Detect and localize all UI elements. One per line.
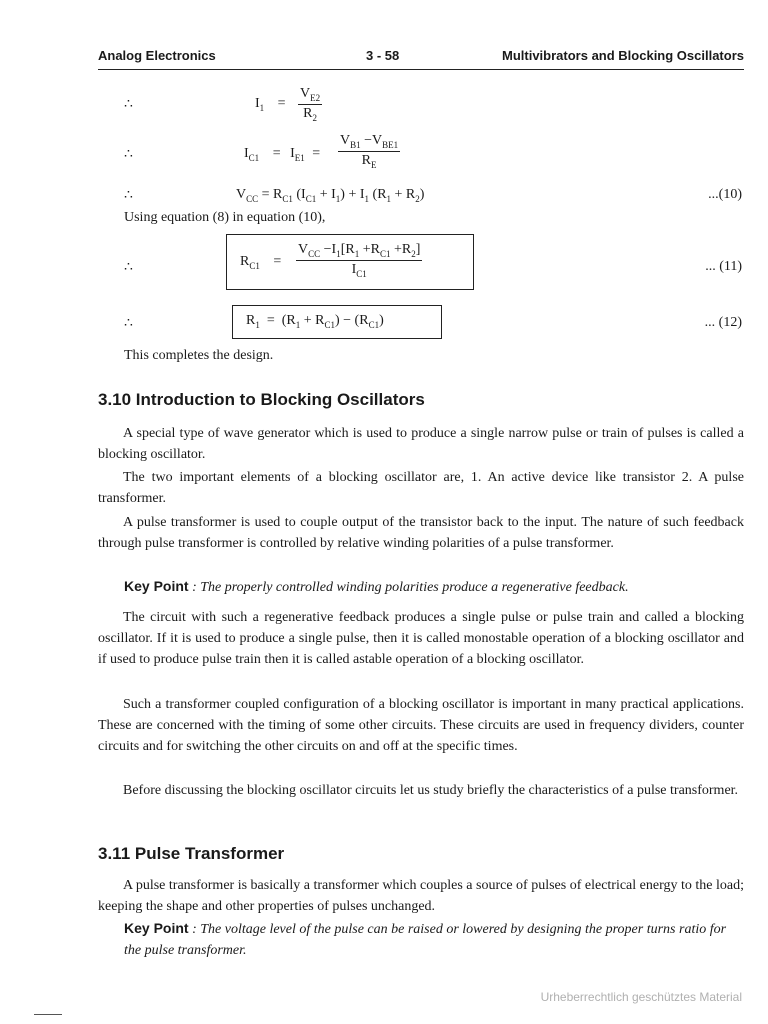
- section-heading-3-11: 3.11 Pulse Transformer: [98, 844, 285, 863]
- key-point-label: Key Point: [124, 578, 189, 594]
- paragraph: A pulse transformer is basically a transformer which couples a source of pulses of electrical energy to the load; keeping the shape and other properties of pulses unchanged.: [98, 878, 744, 914]
- paragraph: A pulse transformer is used to couple output of the transistor back to the input. The nature of such feedback through pulse transformer is controlled by relative winding polarities of a pulse transformer.: [98, 515, 744, 551]
- key-point: [124, 918, 744, 961]
- therefore-symbol: ∴: [124, 260, 133, 275]
- header-page-number: 3 - 58: [366, 48, 400, 63]
- therefore-symbol: ∴: [124, 97, 133, 112]
- paragraph: Such a transformer coupled configuration of a blocking oscillator is important in many practical applications. These are concerned with the timing of some other circuits. These circuits are used in frequency dividers, counter circuits and for switching the other circuits on and off at the specific times.: [98, 697, 744, 754]
- paragraph: The circuit with such a regenerative feedback produces a single pulse or pulse train and called a blocking oscillator. If it is used to produce a single pulse, then it is called monostable operation of a blocking oscillator and if used to produce pulse train then it is called astable operation of a blocking oscillator.: [98, 610, 744, 667]
- therefore-symbol: ∴: [124, 188, 133, 203]
- key-point-text: : The properly controlled winding polarities produce a regenerative feedback.: [188, 580, 629, 595]
- fraction-rc1: $V_{CC} -I_1[R_1 +R_{C1} +R_2]$ $I_{C1}$: [298, 242, 421, 279]
- running-header: [98, 48, 744, 68]
- equation-ic1: $I_{C1} = I_{E1}$ =: [244, 146, 321, 163]
- header-chapter-title: Multivibrators and Blocking Oscillators: [502, 48, 744, 63]
- using-equation-line: Using equation (8) in equation (10),: [124, 210, 326, 225]
- paragraph: The two important elements of a blocking oscillator are, 1. An active device like transistor 2. A pulse transformer.: [98, 470, 744, 506]
- equation-vcc: $V_{CC} = R_{C1}$ $(I_{C1} + I_1) + I_1$ $(R_1 + R_2)$: [236, 187, 425, 204]
- equation-number-10: ...(10): [708, 187, 742, 202]
- paragraph: Before discussing the blocking oscillator circuits let us study briefly the characteristics of a pulse transformer.: [123, 783, 739, 798]
- fraction-ve2-r2: $V_{E2}$ $R_2$: [300, 86, 321, 123]
- key-point: [124, 576, 744, 598]
- equation-rc1: $R_{C1}$ =: [240, 254, 282, 271]
- equation-number-11: ... (11): [705, 259, 742, 274]
- equation-number-12: ... (12): [704, 315, 742, 330]
- header-book-title: Analog Electronics: [98, 48, 216, 63]
- equation-r1: $R_1 = (R_1 + R_{C1}) - (R_{C1})$: [246, 313, 384, 330]
- design-complete-text: This completes the design.: [124, 348, 274, 363]
- therefore-symbol: ∴: [124, 316, 133, 331]
- therefore-symbol: ∴: [124, 147, 133, 162]
- footer-mark: [34, 1014, 62, 1015]
- key-point-text: : The voltage level of the pulse can be raised or lowered by designing the proper turns ratio for the pulse transformer.: [124, 922, 727, 958]
- watermark: Urheberrechtlich geschütztes Material: [540, 990, 742, 1004]
- equation-i1: $I_1$ =: [255, 96, 286, 113]
- section-heading-3-10: 3.10 Introduction to Blocking Oscillators: [98, 390, 425, 409]
- fraction-vb1-vbe1-re: $V_{B1} -V_{BE1}$ $R_E$: [340, 133, 399, 170]
- header-rule: [98, 69, 744, 70]
- key-point-label: Key Point: [124, 920, 189, 936]
- paragraph: A special type of wave generator which is used to produce a single narrow pulse or train of pulses is called a blocking oscillator.: [98, 426, 744, 462]
